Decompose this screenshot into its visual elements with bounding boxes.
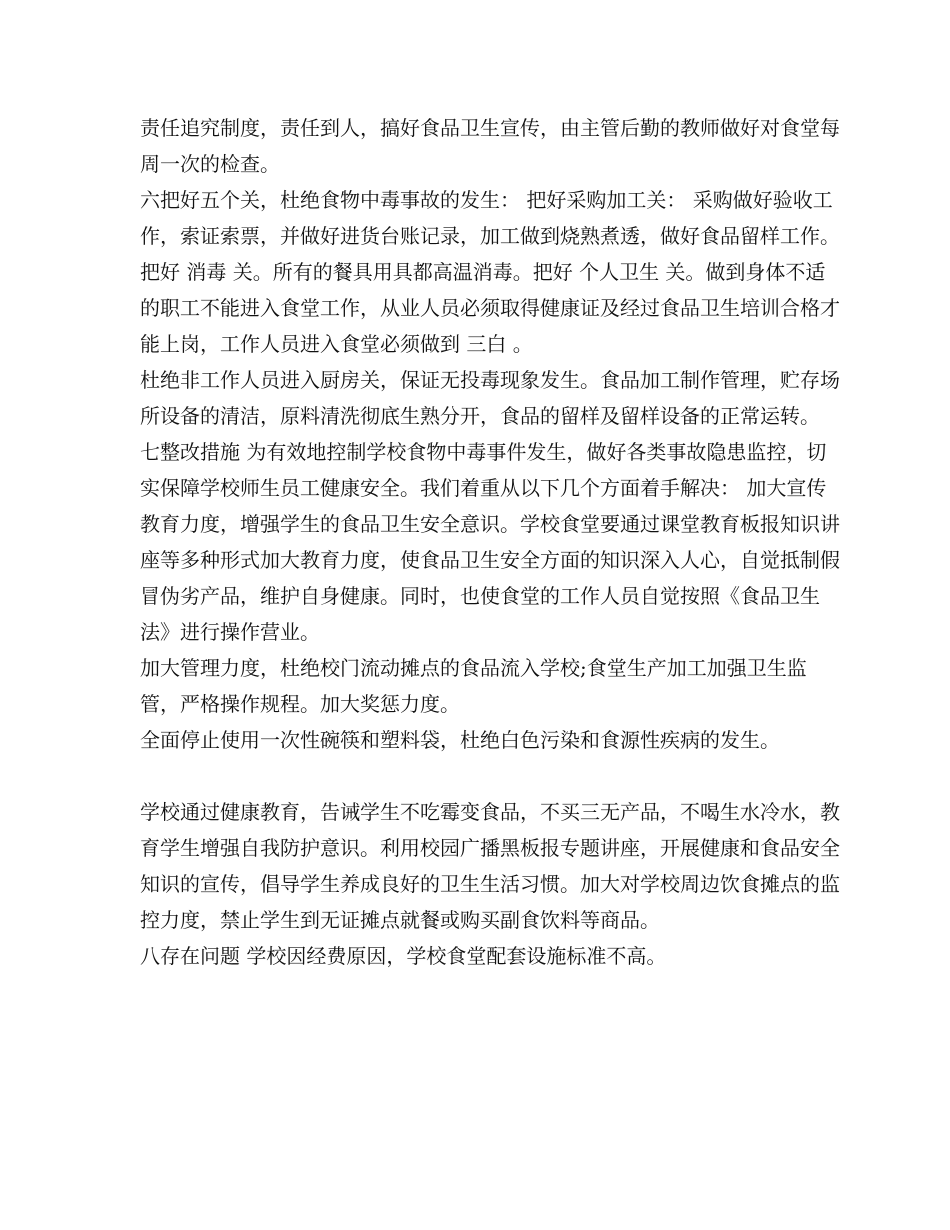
paragraph-health-education: 学校通过健康教育，告诫学生不吃霉变食品，不买三无产品，不喝生水冷水，教育学生增强自我防护意识。利用校园广播黑板报专题讲座，开展健康和食品安全知识的宣传，倡导学生养成良好的卫生生活习惯。加大对学校周边饮食摊点的监控力度，禁止学生到无证摊点就餐或购买副食饮料等商品。 [140, 800, 840, 932]
paragraph-five-checks: 六把好五个关，杜绝食物中毒事故的发生： 把好采购加工关： 采购做好验收工作，索证索票，并做好进货台账记录，加工做到烧熟煮透，做好食品留样工作。把好 消毒 关。所有的餐具用具都高温消毒。把好 个人卫生 关。做到身体不适的职工不能进入食堂工作，从业人员必须取得健康证及经过食品卫生培训合格才能上岗，工作人员进入食堂必须做到 三白 。 [140, 188, 840, 356]
paragraph-existing-problems: 八存在问题 学校因经费原因，学校食堂配套设施标准不高。 [140, 944, 667, 968]
paragraph-spacer [140, 758, 840, 794]
paragraph-disposable-ban: 全面停止使用一次性碗筷和塑料袋，杜绝白色污染和食源性疾病的发生。 [140, 728, 780, 752]
paragraph-rectification: 七整改措施 为有效地控制学校食物中毒事件发生，做好各类事故隐患监控，切实保障学校师生员工健康安全。我们着重从以下几个方面着手解决： 加大宣传教育力度，增强学生的食品卫生安全意识。学校食堂要通过课堂教育板报知识讲座等多种形式加大教育力度，使食品卫生安全方面的知识深入人心，自觉抵制假冒伪劣产品，维护自身健康。同时，也使食堂的工作人员自觉按照《食品卫生法》进行操作营业。 [140, 440, 840, 644]
paragraph-kitchen-access: 杜绝非工作人员进入厨房关，保证无投毒现象发生。食品加工制作管理，贮存场所设备的清洁，原料清洗彻底生熟分开，食品的留样及留样设备的正常运转。 [140, 368, 840, 428]
paragraph-responsibility: 责任追究制度，责任到人，搞好食品卫生宣传，由主管后勤的教师做好对食堂每周一次的检查。 [140, 116, 840, 176]
document-body [140, 110, 840, 974]
paragraph-management: 加大管理力度，杜绝校门流动摊点的食品流入学校;食堂生产加工加强卫生监管，严格操作规程。加大奖惩力度。 [140, 656, 807, 716]
